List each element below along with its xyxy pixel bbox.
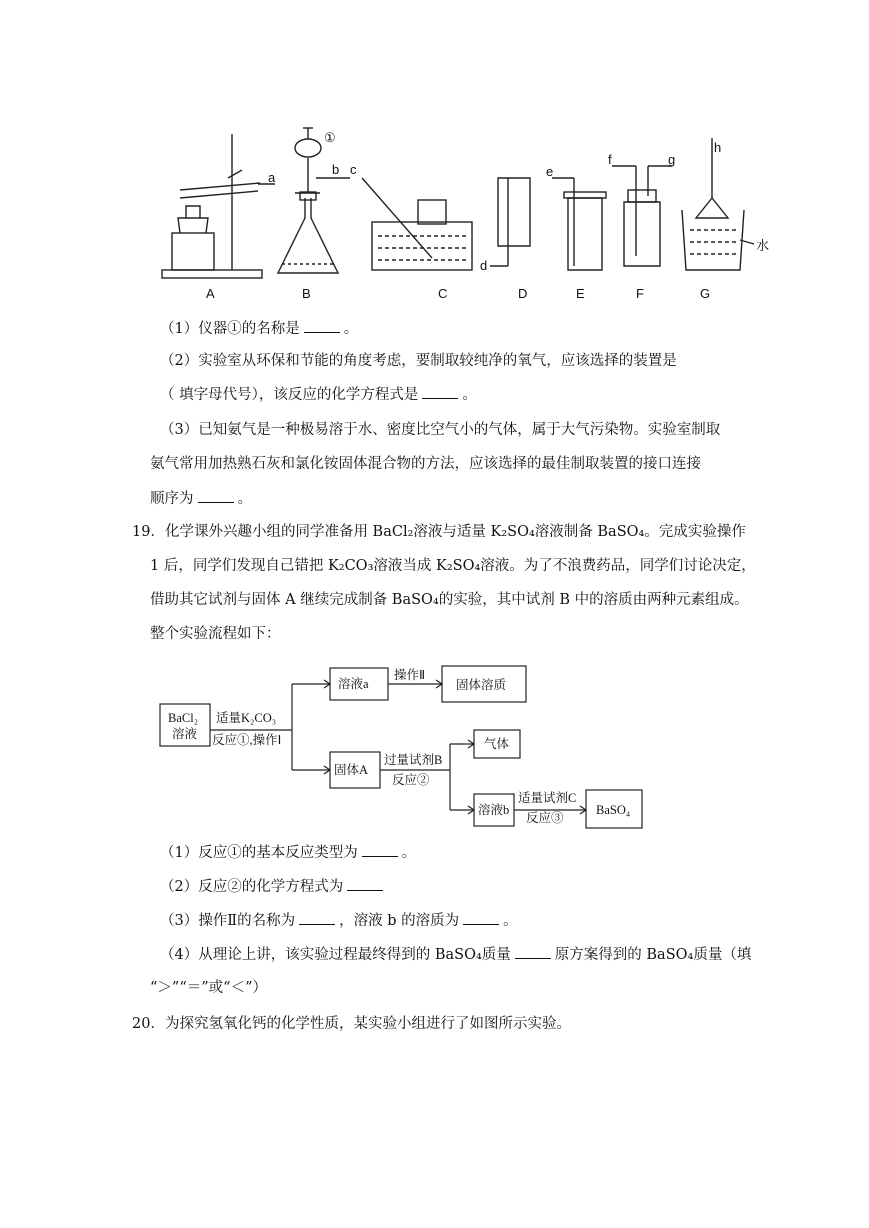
flow-chart [150, 660, 650, 830]
answer-blank[interactable] [362, 842, 398, 857]
apparatus-b [278, 128, 350, 273]
q19-line2: 1 后，同学们发现自己错把 K₂CO₃溶液当成 K₂SO₄溶液。为了不浪费药品，同学们讨论决定， [150, 558, 756, 574]
apparatus-e [552, 178, 606, 270]
q18-part2-line2: （ 填字母代号），该反应的化学方程式是 。 [160, 384, 477, 405]
port-c: c [350, 162, 357, 177]
apparatus-d [490, 178, 530, 266]
answer-blank[interactable] [299, 910, 335, 925]
baso4-label: BaSO₄ [596, 803, 631, 817]
apparatus-a [162, 134, 275, 278]
q19-part4-line1: （4）从理论上讲，该实验过程最终得到的 BaSO₄质量 原方案得到的 BaSO₄质量（填 [160, 944, 751, 965]
label-b: B [302, 286, 311, 301]
answer-blank[interactable] [198, 488, 234, 503]
solid-a-label: 固体A [334, 763, 369, 777]
apparatus-g [682, 138, 754, 270]
arrow2-bottom-label: 反应② [392, 773, 430, 787]
box-bacl2-line2: 溶液 [172, 727, 198, 741]
q18-part3-line1: （3）已知氨气是一种极易溶于水、密度比空气小的气体，属于大气污染物。实验室制取 [160, 422, 721, 438]
q18-part3-line2: 氨气常用加热熟石灰和氯化铵固体混合物的方法，应该选择的最佳制取装置的接口连接 [150, 456, 701, 472]
label-e: E [576, 286, 585, 301]
answer-blank[interactable] [422, 384, 458, 399]
answer-blank[interactable] [515, 944, 551, 959]
q19-part4-line2: “＞”“＝”或“＜”） [150, 980, 267, 996]
apparatus-figure [150, 118, 790, 308]
port-g: g [668, 152, 676, 167]
solution-b-label: 溶液b [478, 803, 510, 817]
label-f: F [636, 286, 644, 301]
q20-line1: 20．为探究氢氧化钙的化学性质，某实验小组进行了如图所示实验。 [132, 1016, 571, 1032]
port-e: e [546, 164, 554, 179]
answer-blank[interactable] [463, 910, 499, 925]
label-c: C [438, 286, 448, 301]
arrow1-top-label: 适量K₂CO₃ [216, 711, 277, 725]
label-g: G [700, 286, 711, 301]
label-a: A [206, 286, 215, 301]
label-d: D [518, 286, 528, 301]
q18-part2-line1: （2）实验室从环保和节能的角度考虑，要制取较纯净的氧气，应该选择的装置是 [160, 353, 677, 369]
arrow2-top-label: 过量试剂B [384, 753, 443, 767]
arrow3-top-label: 适量试剂C [518, 791, 577, 805]
arrow3-bottom-label: 反应③ [526, 811, 564, 825]
arrow1-bottom-label: 反应①,操作Ⅰ [212, 733, 282, 747]
port-a: a [268, 170, 276, 185]
solution-a-label: 溶液a [338, 677, 369, 691]
q19-part2: （2）反应②的化学方程式为 [160, 876, 387, 897]
apparatus-f [612, 166, 672, 266]
op2-label: 操作Ⅱ [394, 668, 426, 682]
q18-part3-line3: 顺序为 。 [150, 488, 252, 509]
apparatus-c [362, 178, 472, 270]
box-bacl2-line1: BaCl₂ [168, 711, 199, 725]
water-label: 水 [756, 238, 770, 253]
q19-line3: 借助其它试剂与固体 A 继续完成制备 BaSO₄的实验，其中试剂 B 中的溶质由两种元素组成。 [150, 592, 749, 608]
q19-part1: （1）反应①的基本反应类型为 。 [160, 842, 416, 863]
port-b: b [332, 162, 340, 177]
instrument-marker: ① [324, 130, 336, 145]
q19-line4: 整个实验流程如下： [150, 626, 281, 642]
port-h: h [714, 140, 722, 155]
port-f: f [608, 152, 612, 167]
q18-part1: （1）仪器①的名称是 。 [160, 318, 358, 339]
q19-line1: 19．化学课外兴趣小组的同学准备用 BaCl₂溶液与适量 K₂SO₄溶液制备 BaSO₄。完成实验操作 [132, 524, 746, 540]
answer-blank[interactable] [304, 318, 340, 333]
solid-solute-label: 固体溶质 [456, 678, 507, 692]
q19-part3: （3）操作Ⅱ的名称为 ，溶液 b 的溶质为 。 [160, 910, 518, 931]
answer-blank[interactable] [347, 876, 383, 891]
port-d: d [480, 258, 488, 273]
gas-label: 气体 [484, 737, 510, 751]
